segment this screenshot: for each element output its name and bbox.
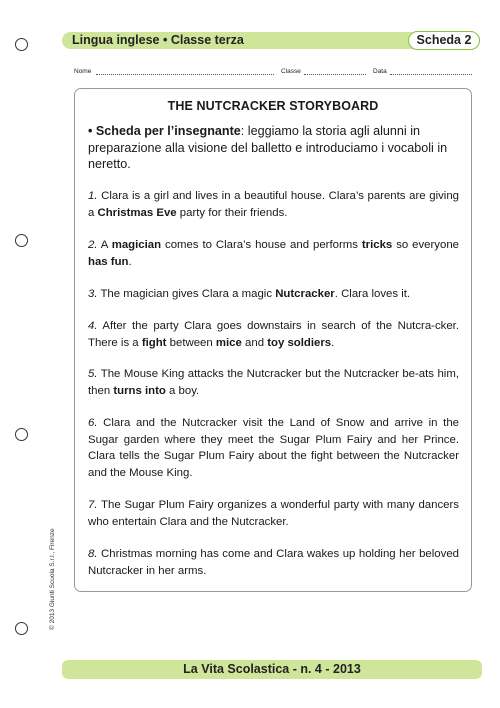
story-item: 4. After the party Clara goes downstairs in search of the Nutcra-cker. There is a fight between mice and toy soldiers. (88, 320, 459, 349)
subject-label: Lingua inglese • Classe terza (72, 33, 244, 47)
page-title: THE NUTCRACKER STORYBOARD (167, 99, 379, 113)
teacher-note-lead: • Scheda per l’insegnante (88, 124, 241, 138)
story-item: 1. Clara is a girl and lives in a beautiful house. Clara’s parents are giving a Christmas Eve party for their friends. (88, 190, 459, 219)
storyboard-card (74, 88, 472, 592)
name-label: Nome (74, 68, 92, 75)
sheet-badge: Scheda 2 (408, 31, 480, 50)
story-item: 5. The Mouse King attacks the Nutcracker but the Nutcracker be-ats him, then turns into a boy. (88, 368, 459, 397)
date-field[interactable] (390, 74, 472, 75)
name-field[interactable] (96, 74, 274, 75)
binder-hole (15, 622, 28, 635)
footer-label: La Vita Scolastica - n. 4 - 2013 (183, 662, 361, 676)
story-item: 2. A magician comes to Clara’s house and performs tricks so everyone has fun. (88, 239, 460, 268)
story-item: 7. The Sugar Plum Fairy organizes a wonderful party with many dancers who entertain Clara and the Nutcracker. (88, 499, 459, 528)
footer-band (62, 660, 482, 679)
date-label: Data (373, 68, 387, 75)
binder-hole (15, 38, 28, 51)
teacher-note (88, 123, 458, 173)
copyright-notice: © 2013 Giunti Scuola S.r.l., Firenze (49, 528, 56, 630)
class-label: Classe (281, 68, 301, 75)
story-item: 8. Christmas morning has come and Clara wakes up holding her beloved Nutcracker in her arms. (88, 548, 459, 577)
header-band (62, 32, 480, 49)
story-item: 6. Clara and the Nutcracker visit the Land of Snow and arrive in the Sugar garden where they meet the Sugar Plum Fairy and her Prince. Clara tells the Sugar Plum Fairy about the fight between the Nutcracker and the Mouse King. (88, 417, 459, 479)
class-field[interactable] (304, 74, 366, 75)
binder-hole (15, 428, 28, 441)
story-item: 3. The magician gives Clara a magic Nutcracker. Clara loves it. (88, 288, 411, 300)
binder-hole (15, 234, 28, 247)
teacher-note-text: : leggiamo la storia agli alunni in preparazione alla visione del balletto e introduciamo i vocaboli in neretto. (88, 124, 448, 171)
